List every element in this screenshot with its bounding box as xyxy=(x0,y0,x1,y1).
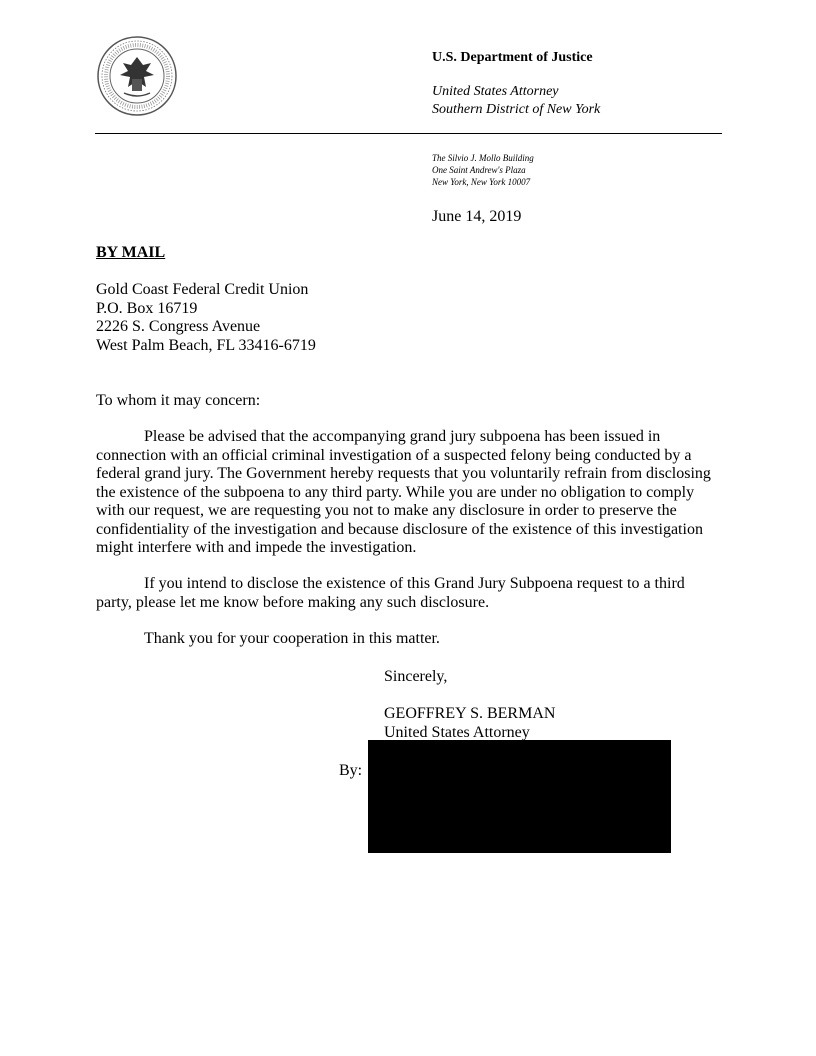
redaction-box xyxy=(368,740,671,853)
building-city: New York, New York 10007 xyxy=(432,177,531,187)
body-paragraph-2: If you intend to disclose the existence of this Grand Jury Subpoena request to a third party, please let me know before making any such disclosure. xyxy=(96,575,685,611)
building-name: The Silvio J. Mollo Building xyxy=(432,153,534,163)
letter-date: June 14, 2019 xyxy=(432,208,522,225)
recipient-address xyxy=(96,281,316,355)
signer-title: United States Attorney xyxy=(384,723,530,741)
office-block xyxy=(432,83,600,119)
department-name: U.S. Department of Justice xyxy=(432,50,593,65)
office-title: United States Attorney xyxy=(432,84,559,99)
closing-sincerely: Sincerely, xyxy=(384,668,448,685)
office-district: Southern District of New York xyxy=(432,102,601,117)
salutation: To whom it may concern: xyxy=(96,392,261,409)
doj-seal-icon xyxy=(96,35,178,117)
delivery-method: BY MAIL xyxy=(96,244,166,261)
recipient-name: Gold Coast Federal Credit Union xyxy=(96,281,309,298)
body-paragraph-1: Please be advised that the accompanying grand jury subpoena has been issued in connection with an official criminal investigation of a suspected felony being conducted by a federal grand jury. The Government hereby requests that you voluntarily refrain from disclosing the existence of the subpoena to any third party. While you are under no obligation to comply with our request, we are requesting you not to make any disclosure in order to preserve the confidentiality of the investigation and because disclosure of the existence of this investigation might interfere with and impede the investigation. xyxy=(96,428,711,556)
recipient-po-box: P.O. Box 16719 xyxy=(96,299,198,317)
recipient-street: 2226 S. Congress Avenue xyxy=(96,318,261,335)
by-label: By: xyxy=(339,762,363,779)
signer-block xyxy=(384,705,555,742)
body-paragraph-3: Thank you for your cooperation in this matter. xyxy=(144,630,440,647)
building-street: One Saint Andrew's Plaza xyxy=(432,165,526,175)
letterhead-divider xyxy=(95,133,722,134)
recipient-city: West Palm Beach, FL 33416-6719 xyxy=(96,336,316,354)
building-address xyxy=(432,152,534,188)
signer-name: GEOFFREY S. BERMAN xyxy=(384,705,556,722)
